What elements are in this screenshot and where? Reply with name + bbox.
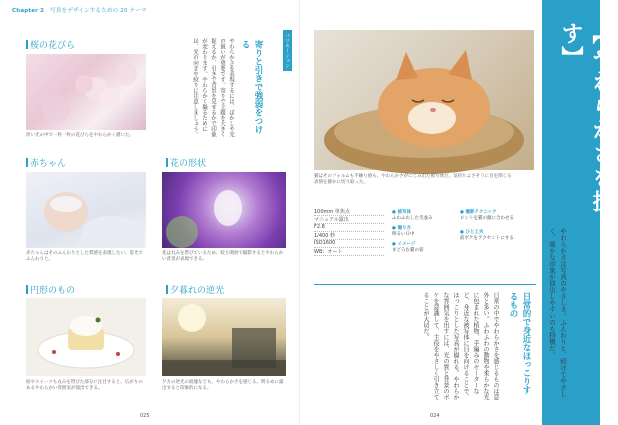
photo-caption-round: 皿やスイーツも丸みを帯びた部分に注目すると、広がりのあるやわらかい雰囲気が演出できる。 [26,380,143,391]
photo-cat [314,30,534,170]
note-image: ● イメージ まどろむ猫の姿 [392,242,424,253]
right-page-number: 024 [430,413,440,419]
photo-title-sakura: 桜の花びら [30,38,75,51]
note-subject: ● 被写体 ふわふわした毛並み [392,210,433,221]
column-body: やわらかさを表現するには、ぼかしや光の扱いが重要です。寄りで主題を大きく捉えるか、引きで背景を見せるかで印象が変わります。やわらかく撮るためには、光の向きや絞りに注意しましょう。 [192,38,234,137]
lead-text: やわらかさは写真のやさしさ。ふんわりと、続けてやさしく、暖かな印象が演出しやすいのも特徴だ。 [548,228,567,397]
photo-caption-flower: 花は丸みを帯びているため、絞り開放で撮影するとやわらかい背景が表現できる。 [162,251,284,262]
section-heading: 日常的で身近なほっこりするもの [508,292,531,394]
photo-caption-sakura: 淡い光の中で一枚一枚の花びらをやわらかく描いた。 [26,133,134,138]
left-page [0,0,300,425]
left-page-number: 025 [140,413,150,419]
photo-flower [162,172,286,248]
note-light: ● 撮り方 明るい日中 [392,226,415,237]
photo-caption-cat: 猫はそのフォルムも手触り感も、やわらかさがにじみ出た被写体だ。気持ちよさそうに目を閉じる表情を静かに切り取った。 [314,174,512,185]
photo-title-flower: 花の形状 [170,156,206,169]
variation-badge: バリエーション [283,30,292,71]
photo-dessert [26,298,146,376]
note-technique: ● 撮影テクニック ピントを猫の顔に合わせる [460,210,514,221]
photo-title-round: 円形のもの [30,283,75,296]
right-page [300,0,615,425]
running-header: Chapter 2 写真をデザインするための 20 テーマ [12,8,147,14]
photo-sunset [162,298,286,376]
photo-caption-baby: 赤ちゃんはそのふんわりとした質感を表現したい。窓光でふんわりと。 [26,251,143,262]
spec-item: 1/400 秒 [314,232,384,240]
spec-item: WB：オート [314,248,384,256]
photo-title-sunset: 夕暮れの逆光 [170,283,224,296]
photo-baby [26,172,146,248]
photo-title-baby: 赤ちゃん [30,156,66,169]
spec-item: 100mm 単焦点 [314,208,384,216]
shooting-specs [314,208,384,256]
divider-line [314,284,536,285]
spec-item: F2.8 [314,224,384,232]
photo-sakura [26,54,146,130]
column-heading: 寄りと引きで強弱をつける [240,40,263,134]
photo-caption-sunset: 夕方の逆光の廃墟なども、やわらかさを感じる。明るめに露出すると印象的になる。 [162,380,284,391]
spec-item: マニュアル露出 [314,216,384,224]
spec-item: ISO1600 [314,240,384,248]
note-tip: ● ひと工夫 前ボケをアクセントにする [460,230,514,241]
page-title: 【やわらかさを探す】 [558,22,615,214]
section-body: 日常の中でやわらかさを感じるものは意外と多い。ふわふわの動物や柔らかな光に包まれた植物、手編みのセーターなど、身近な被写体に目を向けることで、ほっこりとした写真が撮れる。やわらかな雰囲気を出すには、光の質と背景のボケを意識して、主役をやさしく引き立てることが大切だ。 [422,292,499,400]
